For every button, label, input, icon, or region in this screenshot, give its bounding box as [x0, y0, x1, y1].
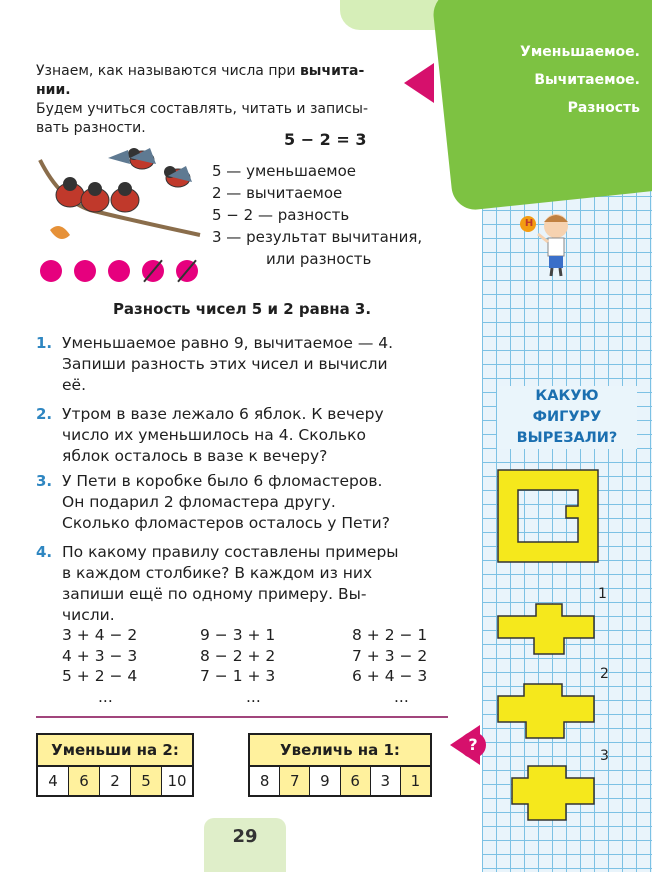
task-line: Запиши разность этих чисел и вычисли	[62, 355, 388, 373]
character-badge: Н	[524, 218, 534, 229]
task-4-text	[62, 542, 449, 626]
task-2-text	[62, 404, 449, 467]
intro-line4: вать разности.	[36, 120, 146, 136]
example-expression: 4 + 3 − 3	[62, 646, 138, 665]
help-button[interactable]: ?	[460, 732, 486, 758]
task-line: запиши ещё по одному примеру. Вы-	[62, 585, 367, 603]
page-number: 29	[204, 818, 286, 872]
example-column-3	[352, 625, 452, 707]
decrease-box-title: Уменьши на 2:	[38, 735, 192, 767]
shape-option-2[interactable]	[496, 682, 596, 740]
intro-line2: нии.	[36, 82, 71, 98]
figure-question-line: ВЫРЕЗАЛИ?	[516, 430, 618, 446]
example-expression: 8 − 2 + 2	[200, 646, 276, 665]
example-expression: 3 + 4 − 2	[62, 626, 138, 644]
value-cell: 3	[371, 767, 401, 795]
value-cell: 9	[310, 767, 340, 795]
task-line: Он подарил 2 фломастера другу.	[62, 493, 336, 511]
task-line: яблок осталось в вазе к вечеру?	[62, 447, 328, 465]
equation: 5 − 2 = 3	[284, 130, 367, 149]
task-1-text	[62, 333, 449, 396]
terms-list	[212, 160, 422, 270]
value-cell: 1	[401, 767, 430, 795]
value-cell: 2	[100, 767, 131, 795]
task-line: У Пети в коробке было 6 фломастеров.	[62, 472, 383, 490]
shape-label-2: 2	[600, 666, 609, 682]
task-line: число их уменьшилось на 4. Сколько	[62, 426, 366, 444]
task-number: 4.	[36, 543, 53, 561]
task-3-text	[62, 471, 449, 534]
intro-text	[36, 62, 398, 138]
task-number: 1.	[36, 334, 53, 352]
example-expression: 7 + 3 − 2	[352, 646, 428, 665]
dot-1	[40, 260, 62, 282]
example-column-1	[62, 625, 162, 707]
term-line: 2 — вычитаемое	[212, 184, 343, 202]
example-ellipsis: ...	[98, 687, 113, 706]
dot-2	[74, 260, 96, 282]
term-line: 3 — результат вычитания,	[212, 228, 423, 246]
dot-3	[108, 260, 130, 282]
example-expression: 5 + 2 − 4	[62, 667, 138, 685]
task-number: 2.	[36, 405, 53, 423]
figure-question	[497, 386, 637, 449]
value-cell: 7	[280, 767, 310, 795]
figure-question-line: ФИГУРУ	[532, 409, 602, 425]
decrease-by-2-box	[36, 733, 194, 797]
task-line: По какому правилу составлены примеры	[62, 543, 399, 561]
figure-question-line: КАКУЮ	[535, 388, 599, 404]
task-line: её.	[62, 376, 86, 394]
task-line: в каждом столбике? В каждом из них	[62, 564, 373, 582]
intro-line1-bold: вычита-	[299, 63, 365, 79]
example-expression: 7 − 1 + 3	[200, 667, 276, 685]
term-line: 5 — уменьшаемое	[212, 162, 357, 180]
example-ellipsis: ...	[394, 687, 409, 706]
example-expression: 9 − 3 + 1	[200, 626, 276, 644]
value-cell: 6	[69, 767, 100, 795]
shape-label-1: 1	[598, 586, 607, 602]
example-expression: 8 + 2 − 1	[352, 626, 428, 644]
task-line: Уменьшаемое равно 9, вычитаемое — 4.	[62, 334, 394, 352]
value-cell: 10	[167, 772, 187, 790]
bullfinch-birds-illustration	[30, 140, 210, 250]
term-line: 5 − 2 — разность	[212, 206, 350, 224]
intro-line3: Будем учиться составлять, читать и записы-	[36, 101, 369, 117]
task-line: Утром в вазе лежало 6 яблок. К вечеру	[62, 405, 384, 423]
pointer-triangle-icon	[404, 63, 434, 103]
shape-label-3: 3	[600, 748, 609, 764]
task-number: 3.	[36, 472, 53, 490]
divider	[36, 716, 448, 718]
example-column-2	[200, 625, 300, 707]
value-cell: 8	[250, 767, 280, 795]
lesson-title-line: Разность	[567, 100, 640, 116]
increase-by-1-box	[248, 733, 432, 797]
task-line: Сколько фломастеров осталось у Пети?	[62, 514, 390, 532]
value-cell: 4	[38, 767, 69, 795]
task-line: числи.	[62, 606, 115, 624]
lesson-title-line: Вычитаемое.	[534, 72, 640, 88]
cut-out-frame-shape	[496, 468, 606, 564]
term-line: или разность	[266, 250, 372, 268]
value-cell: 6	[341, 767, 371, 795]
lesson-title-line: Уменьшаемое.	[520, 44, 640, 60]
decrease-values-row	[38, 767, 192, 795]
rule-statement: Разность чисел 5 и 2 равна 3.	[112, 300, 372, 318]
increase-box-title: Увеличь на 1:	[250, 735, 430, 767]
shape-option-3[interactable]	[510, 764, 596, 822]
intro-line1: Узнаем, как называются числа при	[36, 63, 300, 79]
increase-values-row	[250, 767, 430, 795]
example-ellipsis: ...	[246, 687, 261, 706]
lesson-title	[470, 38, 640, 122]
value-cell: 5	[131, 767, 162, 795]
example-expression: 6 + 4 − 3	[352, 667, 428, 685]
shape-option-1[interactable]	[496, 602, 596, 656]
